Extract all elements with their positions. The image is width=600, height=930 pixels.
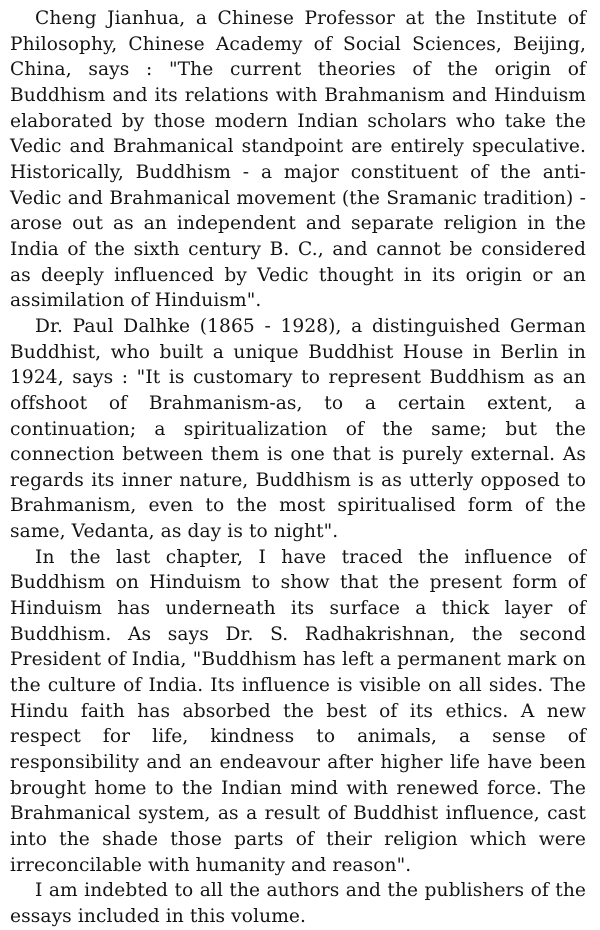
paragraph-radhakrishnan-quote: In the last chapter, I have traced the influence of Buddhism on Hinduism to show that the present form of Hinduism has underneath its surface a thick layer of Buddhism. As says Dr. S. Radhakrishnan, the second President of India, "Buddhism has left a permanent mark on the culture of India. Its influence is visible on all sides. The Hindu faith has absorbed the best of its ethics. A new respect for life, kindness to animals, a sense of responsibility and an endeavour after higher life have been brought home to the Indian mind with renewed force. The Brahmanical system, as a result of Buddhist influence, cast into the shade those parts of their religion which were irreconcilable with humanity and reason". [10,546,586,876]
paragraph-acknowledgement: I am indebted to all the authors and the publishers of the essays included in this volume. [10,880,586,927]
paragraph-cheng-jianhua-quote: Cheng Jianhua, a Chinese Professor at the Institute of Philosophy, Chinese Academy of Social Sciences, Beijing, China, says : "The current theories of the origin of Buddhism and its relations with Brahmanism and Hinduism elaborated by those modern Indian scholars who take the Vedic and Brahmanical standpoint are entirely speculative. Historically, Buddhism - a major constituent of the anti-Vedic and Brahmanical movement (the Sramanic tradition) - arose out as an independent and separate religion in the India of the sixth century B. C., and cannot be considered as deeply influenced by Vedic thought in its origin or an assimilation of Hinduism". [10,8,586,312]
paragraph-paul-dalhke-quote: Dr. Paul Dalhke (1865 - 1928), a distinguished German Buddhist, who built a unique Buddhist House in Berlin in 1924, says : "It is customary to represent Buddhism as an offshoot of Brahmanism-as, to a certain extent, a continuation; a spiritualization of the same; but the connection between them is one that is purely external. As regards its inner nature, Buddhism is as utterly opposed to Brahmanism, even to the most spiritualised form of the same, Vedanta, as day is to night". [10,315,586,543]
